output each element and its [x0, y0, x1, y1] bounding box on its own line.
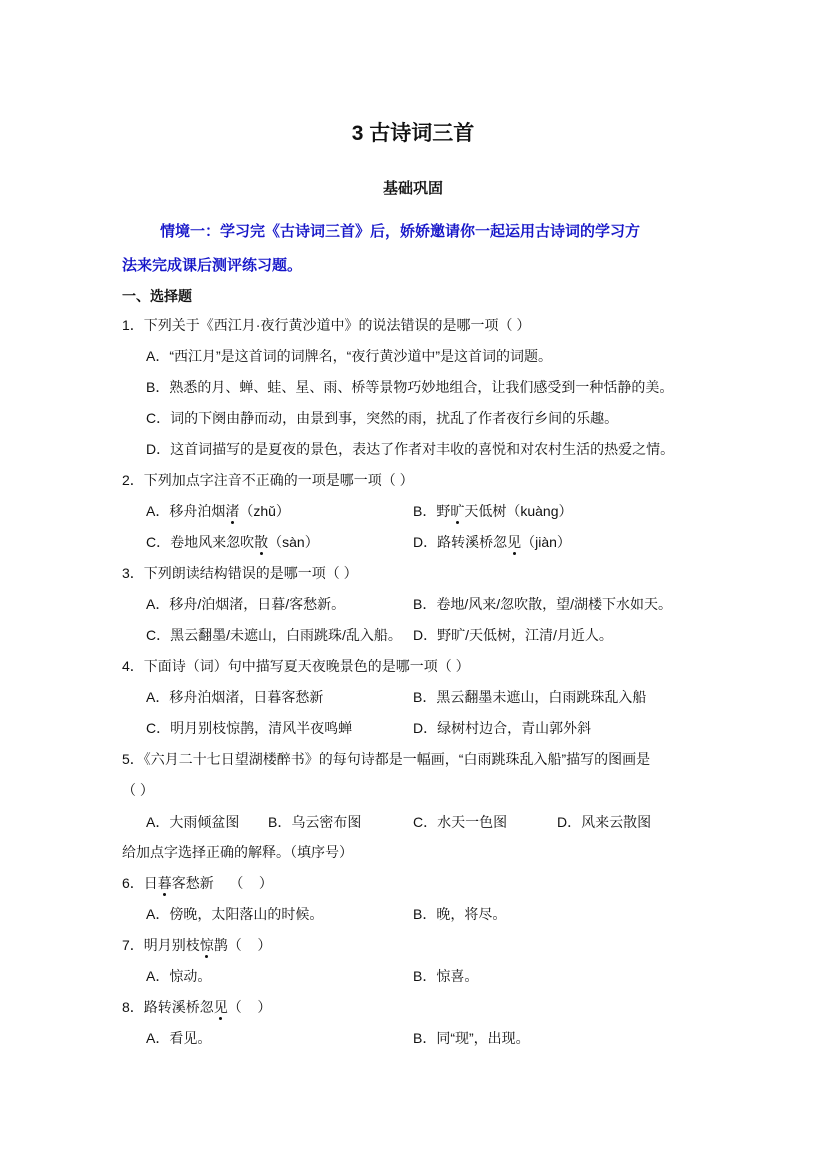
instruction: 给加点字选择正确的解释。（填序号）: [122, 844, 353, 860]
q3-option-c: C．黑云翻墨/未遮山，白雨跳珠/乱入船。: [146, 627, 402, 643]
q1-option-a: A．“西江月”是这首词的词牌名，“夜行黄沙道中”是这首词的词题。: [146, 348, 552, 364]
dotted-char: 渚: [225, 503, 240, 519]
q5-option-b: B．乌云密布图: [268, 814, 362, 830]
question-8: [122, 997, 271, 1017]
q1-option-d: D．这首词描写的是夏夜的景色，表达了作者对丰收的喜悦和对农村生活的热爱之情。: [146, 441, 675, 457]
q8-option-b: B．同“现”，出现。: [413, 1030, 530, 1046]
question-3: 3．下列朗读结构错误的是哪一项（ ）: [122, 565, 358, 581]
text: 客愁新 （ ）: [171, 875, 273, 891]
q3-option-a: A．移舟/泊烟渚，日暮/客愁新。: [146, 596, 346, 612]
q4-option-c: C．明月别枝惊鹊，清风半夜鸣蝉: [146, 720, 353, 736]
dotted-char: 见: [213, 999, 228, 1015]
text: D．路转溪桥忽: [413, 534, 508, 550]
q2-option-d: [413, 532, 571, 552]
dotted-char: 惊: [199, 937, 214, 953]
q2-option-b: [413, 501, 573, 521]
q7-option-b: B．惊喜。: [413, 968, 479, 984]
q5-option-d: D．风来云散图: [557, 814, 652, 830]
q3-option-d: D．野旷/天低树，江清/月近人。: [413, 627, 613, 643]
q6-option-b: B．晚，将尽。: [413, 906, 507, 922]
dotted-char: 见: [507, 534, 522, 550]
dotted-char: 暮: [157, 875, 172, 891]
text: （jiàn）: [521, 534, 571, 550]
dotted-char: 散: [254, 534, 269, 550]
q4-option-a: A．移舟泊烟渚，日暮客愁新: [146, 689, 324, 705]
text: 8．路转溪桥忽: [122, 999, 214, 1015]
text: 6．日: [122, 875, 158, 891]
question-1: 1．下列关于《西江月·夜行黄沙道中》的说法错误的是哪一项（ ）: [122, 317, 531, 333]
question-5: 5．《六月二十七日望湖楼醉书》的每句诗都是一幅画，“白雨跳珠乱入船”描写的图画是: [122, 751, 651, 767]
text: 7．明月别枝: [122, 937, 200, 953]
text: （sàn）: [268, 534, 319, 550]
question-4: 4．下面诗（词）句中描写夏天夜晚景色的是哪一项（ ）: [122, 658, 470, 674]
q5-option-a: A．大雨倾盆图: [146, 814, 240, 830]
dotted-char: 旷: [450, 503, 465, 519]
text: 鹊（ ）: [213, 937, 272, 953]
context-line-1: 情境一：学习完《古诗词三首》后，娇娇邀请你一起运用古诗词的学习方: [160, 223, 641, 240]
question-6: [122, 873, 273, 893]
section-heading: 一、选择题: [122, 288, 192, 304]
q1-option-c: C．词的下阕由静而动，由景到事，突然的雨，扰乱了作者夜行乡间的乐趣。: [146, 410, 619, 426]
q6-option-a: A．傍晚，太阳落山的时候。: [146, 906, 324, 922]
text: （zhǔ）: [239, 503, 290, 519]
text: A．移舟泊烟: [146, 503, 226, 519]
context-line-2: 法来完成课后测评练习题。: [122, 257, 303, 274]
text: （ ）: [227, 999, 272, 1015]
question-2: 2．下列加点字注音不正确的一项是哪一项（ ）: [122, 472, 414, 488]
text: C．卷地风来忽吹: [146, 534, 255, 550]
q2-option-c: [146, 532, 319, 552]
q4-option-b: B．黑云翻墨未遮山，白雨跳珠乱入船: [413, 689, 647, 705]
q5-answer-paren: （ ）: [122, 782, 154, 798]
page-title: 3 古诗词三首: [351, 122, 475, 145]
q1-option-b: B．熟悉的月、蝉、蛙、星、雨、桥等景物巧妙地组合，让我们感受到一种恬静的美。: [146, 379, 674, 395]
q2-option-a: [146, 501, 290, 521]
question-7: [122, 935, 271, 955]
text: B．野: [413, 503, 451, 519]
q8-option-a: A．看见。: [146, 1030, 212, 1046]
section-subtitle: 基础巩固: [382, 180, 443, 197]
q5-option-c: C．水天一色图: [413, 814, 508, 830]
q7-option-a: A．惊动。: [146, 968, 212, 984]
q4-option-d: D．绿树村边合，青山郭外斜: [413, 720, 592, 736]
q3-option-b: B．卷地/风来/忽吹散，望/湖楼下水如天。: [413, 596, 673, 612]
text: 天低树（kuàng）: [464, 503, 573, 519]
